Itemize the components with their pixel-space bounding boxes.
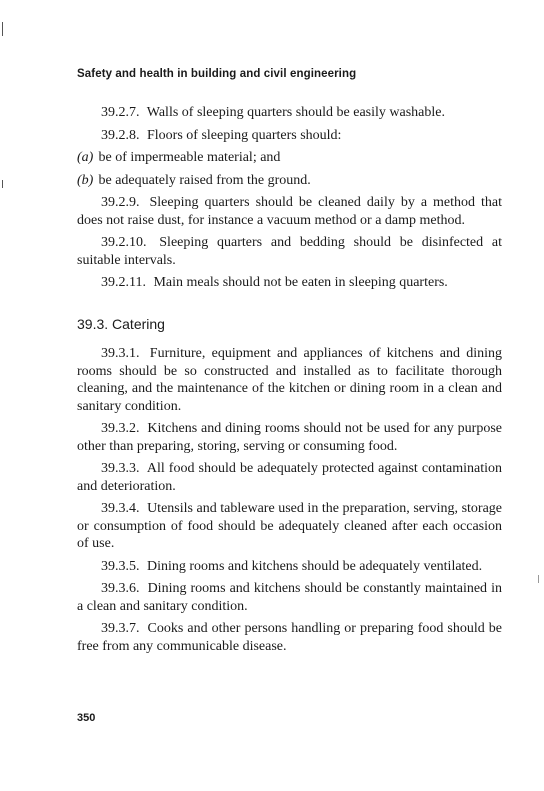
scan-edge-mark	[2, 180, 3, 188]
paragraph-39-3-1	[77, 345, 502, 415]
paragraph-number: 39.2.8.	[101, 127, 140, 143]
paragraph-39-3-5	[77, 558, 502, 576]
paragraph-text: Floors of sleeping quarters should:	[147, 127, 342, 143]
paragraph-39-2-8	[77, 127, 502, 145]
paragraph-number: 39.3.2.	[101, 421, 140, 436]
paragraph-number: 39.3.7.	[101, 621, 140, 636]
running-head: Safety and health in building and civil engineering	[77, 68, 357, 80]
paragraph-39-3-4	[77, 500, 502, 553]
paragraph-text: Utensils and tableware used in the preparation, serving, storage or consumption of food should be adequately cleaned after each occasion of use.	[77, 501, 503, 551]
paragraph-text: Dining rooms and kitchens should be adequately ventilated.	[147, 558, 483, 574]
list-marker: (a)	[77, 150, 94, 165]
list-item-a	[77, 149, 502, 167]
paragraph-text: Sleeping quarters and bedding should be disinfected at suitable intervals.	[77, 235, 503, 268]
body-text	[77, 104, 502, 660]
paragraph-text: Main meals should not be eaten in sleeping quarters.	[153, 275, 448, 290]
paragraph-number: 39.2.9.	[101, 195, 140, 210]
paragraph-text: Sleeping quarters should be cleaned daily by a method that does not raise dust, for instance a vacuum method or a damp method.	[77, 195, 503, 228]
paragraph-number: 39.3.5.	[101, 558, 140, 574]
paragraph-text: Cooks and other persons handling or preparing food should be free from any communicable disease.	[77, 621, 502, 654]
paragraph-39-2-11	[77, 274, 502, 292]
section-heading: 39.3. Catering	[77, 315, 165, 332]
list-item-text: be of impermeable material; and	[98, 150, 281, 165]
paragraph-39-2-10	[77, 234, 502, 269]
page-number: 350	[77, 712, 96, 724]
paragraph-number: 39.3.6.	[101, 581, 140, 596]
paragraph-number: 39.2.11.	[101, 275, 146, 290]
scan-edge-mark	[538, 575, 539, 583]
paragraph-number: 39.3.1.	[101, 346, 140, 361]
paragraph-text: Dining rooms and kitchens should be constantly maintained in a clean and sanitary condition.	[77, 581, 502, 614]
paragraph-39-3-2	[77, 420, 502, 455]
paragraph-39-3-3	[77, 460, 502, 495]
list-marker: (b)	[77, 172, 94, 188]
paragraph-text: All food should be adequately protected against contamination and deterioration.	[77, 461, 502, 494]
list-item-b	[77, 172, 502, 190]
paragraph-39-3-7	[77, 620, 502, 655]
scan-edge-mark	[2, 22, 3, 36]
paragraph-39-2-7	[77, 104, 502, 122]
paragraph-number: 39.2.7.	[101, 105, 140, 120]
paragraph-39-3-6	[77, 580, 502, 615]
paragraph-text: Walls of sleeping quarters should be easily washable.	[146, 105, 445, 120]
list-item-text: be adequately raised from the ground.	[98, 172, 311, 188]
paragraph-number: 39.3.4.	[101, 501, 140, 516]
list	[77, 149, 502, 189]
paragraph-number: 39.3.3.	[101, 461, 140, 476]
paragraph-number: 39.2.10.	[101, 235, 147, 250]
paragraph-39-2-9	[77, 194, 502, 229]
paragraph-text: Furniture, equipment and appliances of kitchens and dining rooms should be so constructed and installed as to facilitate thorough cleaning, and the maintenance of the kitchen or dining room in a clean and sanitary condition.	[77, 346, 503, 414]
paragraph-text: Kitchens and dining rooms should not be used for any purpose other than preparing, storing, serving or consuming food.	[77, 421, 502, 454]
